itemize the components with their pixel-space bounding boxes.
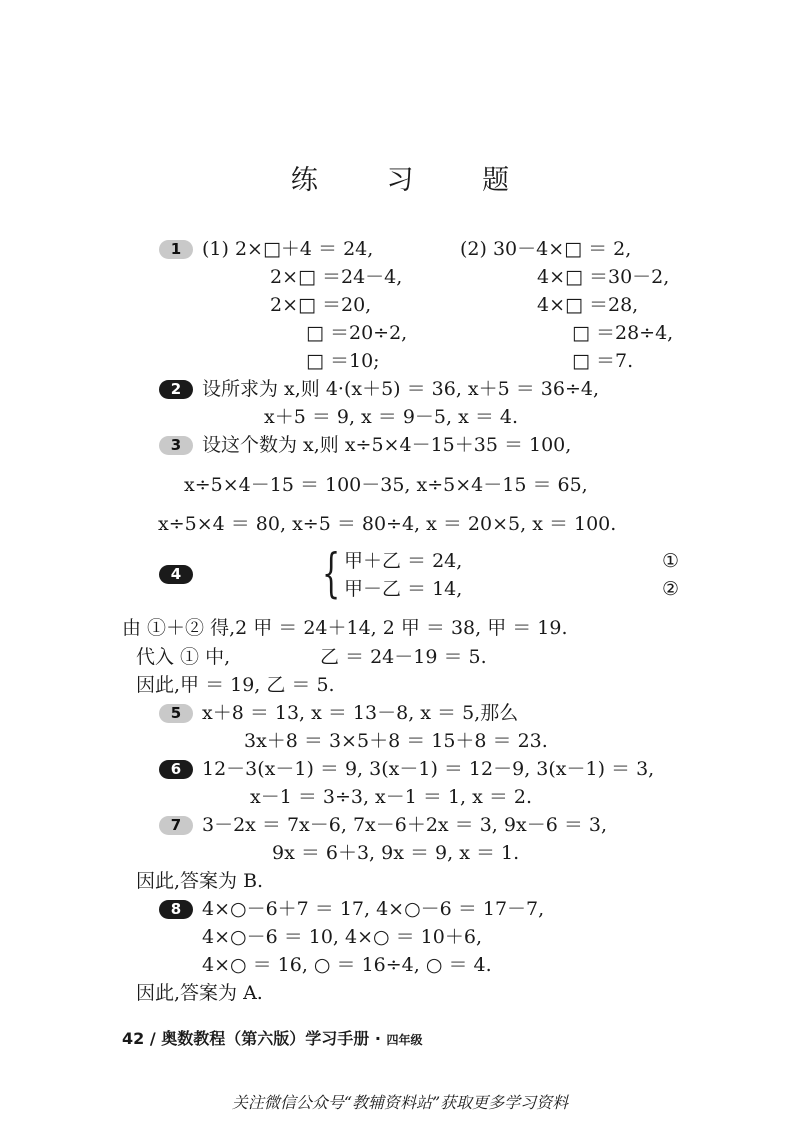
problem-number-4: 4 — [159, 565, 193, 584]
q1-left-line-3: 2×□ ＝20, — [270, 294, 372, 316]
page-footer — [122, 1026, 423, 1049]
q3-line-2: x÷5×4－15 ＝ 100－35, x÷5×4－15 ＝ 65, — [184, 474, 588, 496]
q2-line-1: 设所求为 x,则 4·(x＋5) ＝ 36, x＋5 ＝ 36÷4, — [202, 378, 600, 400]
problem-number-7: 7 — [159, 816, 193, 835]
page-title: 练 习 题 — [290, 165, 540, 196]
problem-number-1: 1 — [159, 240, 193, 259]
q8-line-3: 4×○ ＝ 16, ○ ＝ 16÷4, ○ ＝ 4. — [202, 954, 492, 976]
q1-left-line-1: (1) 2×□＋4 ＝ 24, — [202, 238, 374, 260]
q2-line-2: x＋5 ＝ 9, x ＝ 9－5, x ＝ 4. — [264, 406, 519, 428]
q4-equation-2-number: ② — [662, 578, 680, 600]
q8-line-2: 4×○－6 ＝ 10, 4×○ ＝ 10＋6, — [202, 926, 482, 948]
q4-line-1: 由 ①＋② 得,2 甲 ＝ 24＋14, 2 甲 ＝ 38, 甲 ＝ 19. — [122, 617, 568, 639]
q1-right-line-5: □ ＝7. — [572, 350, 634, 372]
q3-line-1: 设这个数为 x,则 x÷5×4－15＋35 ＝ 100, — [202, 434, 572, 456]
q1-right-line-3: 4×□ ＝28, — [537, 294, 639, 316]
q1-right-line-2: 4×□ ＝30－2, — [537, 266, 670, 288]
problem-number-5: 5 — [159, 704, 193, 723]
q4-line-2-label: 代入 ① 中, — [136, 646, 231, 668]
q4-line-3: 因此,甲 ＝ 19, 乙 ＝ 5. — [136, 674, 335, 696]
q1-left-line-2: 2×□ ＝24－4, — [270, 266, 403, 288]
q8-line-4: 因此,答案为 A. — [136, 982, 263, 1004]
q4-line-2-value: 乙 ＝ 24－19 ＝ 5. — [320, 646, 487, 668]
problem-number-8: 8 — [159, 900, 193, 919]
q4-equation-1: 甲＋乙 ＝ 24, — [344, 550, 463, 572]
q6-line-1: 12－3(x－1) ＝ 9, 3(x－1) ＝ 12－9, 3(x－1) ＝ 3, — [202, 758, 655, 780]
q7-line-1: 3－2x ＝ 7x－6, 7x－6＋2x ＝ 3, 9x－6 ＝ 3, — [202, 814, 607, 836]
q4-equation-2: 甲－乙 ＝ 14, — [344, 578, 463, 600]
watermark-notice: 关注微信公众号“教辅资料站”获取更多学习资料 — [231, 1093, 569, 1112]
q4-equation-1-number: ① — [662, 550, 680, 572]
q5-line-1: x＋8 ＝ 13, x ＝ 13－8, x ＝ 5,那么 — [202, 702, 519, 724]
q8-line-1: 4×○－6＋7 ＝ 17, 4×○－6 ＝ 17－7, — [202, 898, 545, 920]
q3-line-3: x÷5×4 ＝ 80, x÷5 ＝ 80÷4, x ＝ 20×5, x ＝ 100. — [158, 513, 617, 535]
q1-right-line-4: □ ＝28÷4, — [572, 322, 674, 344]
q6-line-2: x－1 ＝ 3÷3, x－1 ＝ 1, x ＝ 2. — [250, 786, 533, 808]
q5-line-2: 3x＋8 ＝ 3×5＋8 ＝ 15＋8 ＝ 23. — [244, 730, 548, 752]
q1-right-line-1: (2) 30－4×□ ＝ 2, — [460, 238, 632, 260]
equation-system-brace: { — [322, 544, 341, 604]
q7-line-2: 9x ＝ 6＋3, 9x ＝ 9, x ＝ 1. — [272, 842, 520, 864]
problem-number-2: 2 — [159, 380, 193, 399]
problem-number-6: 6 — [159, 760, 193, 779]
footer-book-title: 42 / 奥数教程（第六版）学习手册 · — [122, 1029, 381, 1048]
q7-line-3: 因此,答案为 B. — [136, 870, 264, 892]
q1-left-line-5: □ ＝10; — [306, 350, 380, 372]
q1-left-line-4: □ ＝20÷2, — [306, 322, 408, 344]
problem-number-3: 3 — [159, 436, 193, 455]
footer-grade: 四年级 — [386, 1033, 423, 1047]
